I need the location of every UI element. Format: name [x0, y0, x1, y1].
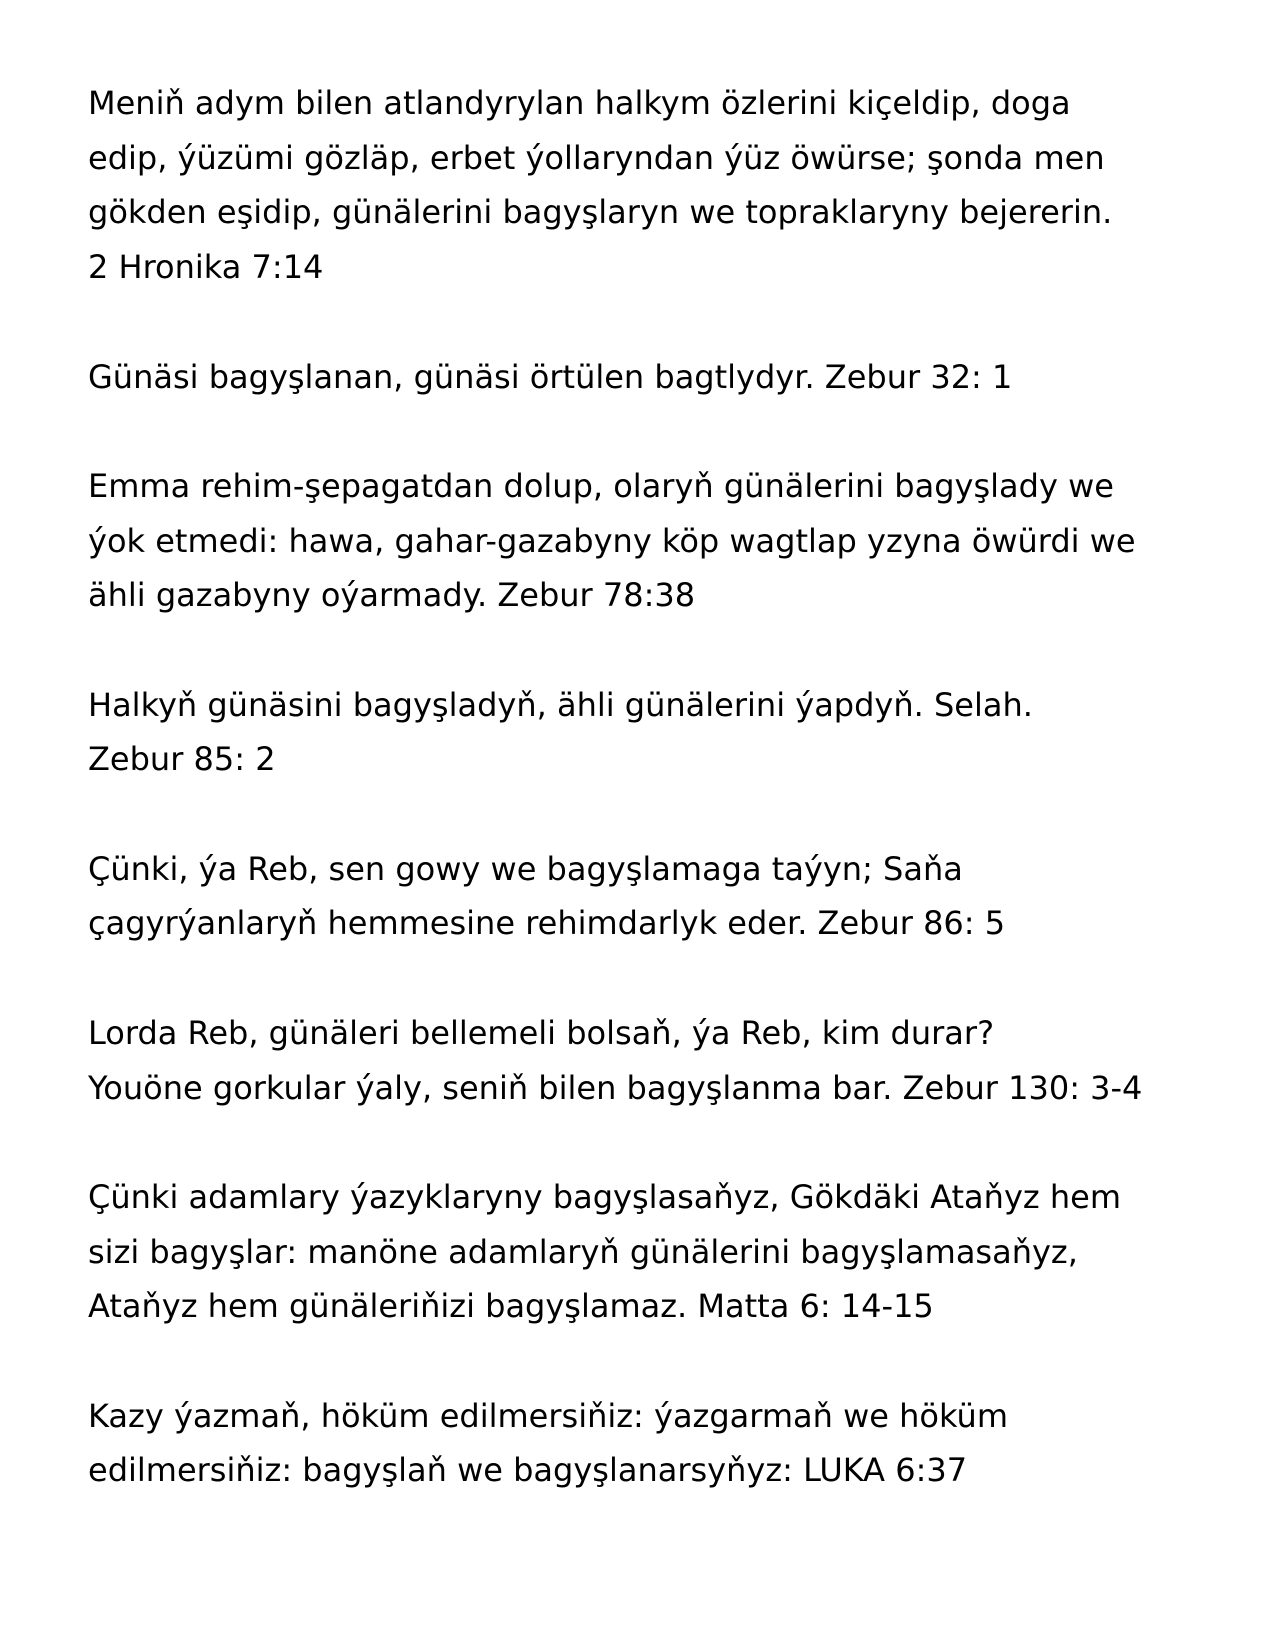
paragraph-spacer [88, 1115, 1208, 1170]
verse-paragraph [88, 350, 1208, 405]
paragraph-spacer [88, 787, 1208, 842]
verse-paragraph [88, 1006, 1208, 1115]
verse-line: ýok etmedi: hawa, gahar-gazabyny köp wagtlap yzyna öwürdi we [88, 521, 1136, 560]
verse-line: gökden eşidip, günälerini bagyşlaryn we topraklaryny bejererin. [88, 193, 1113, 232]
verse-line: Meniň adym bilen atlandyrylan halkym özlerini kiçeldip, doga [88, 84, 1071, 122]
verse-line: edilmersiňiz: bagyşlaň we bagyşlanarsyňyz: LUKA 6:37 [88, 1451, 968, 1490]
verse-line: Emma rehim-şepagatdan dolup, olaryň günälerini bagyşlady we [88, 466, 1114, 505]
verse-line: Kazy ýazmaň, höküm edilmersiňiz: ýazgarmaň we höküm [88, 1396, 1008, 1435]
verse-line: Çünki adamlary ýazyklaryny bagyşlasaňyz, Gökdäki Ataňyz hem [88, 1177, 1121, 1216]
verse-line: ähli gazabyny oýarmady. Zebur 78:38 [88, 576, 696, 615]
paragraph-spacer [88, 404, 1208, 459]
verse-paragraph [88, 842, 1208, 951]
verse-paragraph [88, 1389, 1208, 1498]
verse-line: çagyrýanlaryň hemmesine rehimdarlyk eder. Zebur 86: 5 [88, 904, 1006, 943]
verse-paragraph [88, 1170, 1208, 1334]
verse-line: Günäsi bagyşlanan, günäsi örtülen bagtlydyr. Zebur 32: 1 [88, 357, 1013, 396]
verse-paragraph [88, 678, 1208, 787]
paragraph-spacer [88, 295, 1208, 350]
verse-line: Halkyň günäsini bagyşladyň, ähli günälerini ýapdyň. Selah. [88, 685, 1033, 724]
paragraph-spacer [88, 1334, 1208, 1389]
verse-line: edip, ýüzümi gözläp, erbet ýollaryndan ýüz öwürse; şonda men [88, 138, 1105, 177]
verse-line: Youöne gorkular ýaly, seniň bilen bagyşlanma bar. Zebur 130: 3-4 [88, 1068, 1143, 1107]
verse-line: Ataňyz hem günäleriňizi bagyşlamaz. Matta 6: 14-15 [88, 1287, 934, 1326]
paragraph-spacer [88, 623, 1208, 678]
verse-paragraph [88, 76, 1208, 295]
verse-paragraph [88, 459, 1208, 623]
verse-reference: Zebur 85: 2 [88, 740, 276, 779]
verse-line: Lorda Reb, günäleri bellemeli bolsaň, ýa Reb, kim durar? [88, 1013, 995, 1052]
verse-line: Çünki, ýa Reb, sen gowy we bagyşlamaga taýyn; Saňa [88, 849, 963, 888]
paragraph-spacer [88, 951, 1208, 1006]
document-page [88, 76, 1208, 1498]
verse-line: sizi bagyşlar: manöne adamlaryň günälerini bagyşlamasaňyz, [88, 1232, 1078, 1271]
verse-reference: 2 Hronika 7:14 [88, 248, 324, 287]
